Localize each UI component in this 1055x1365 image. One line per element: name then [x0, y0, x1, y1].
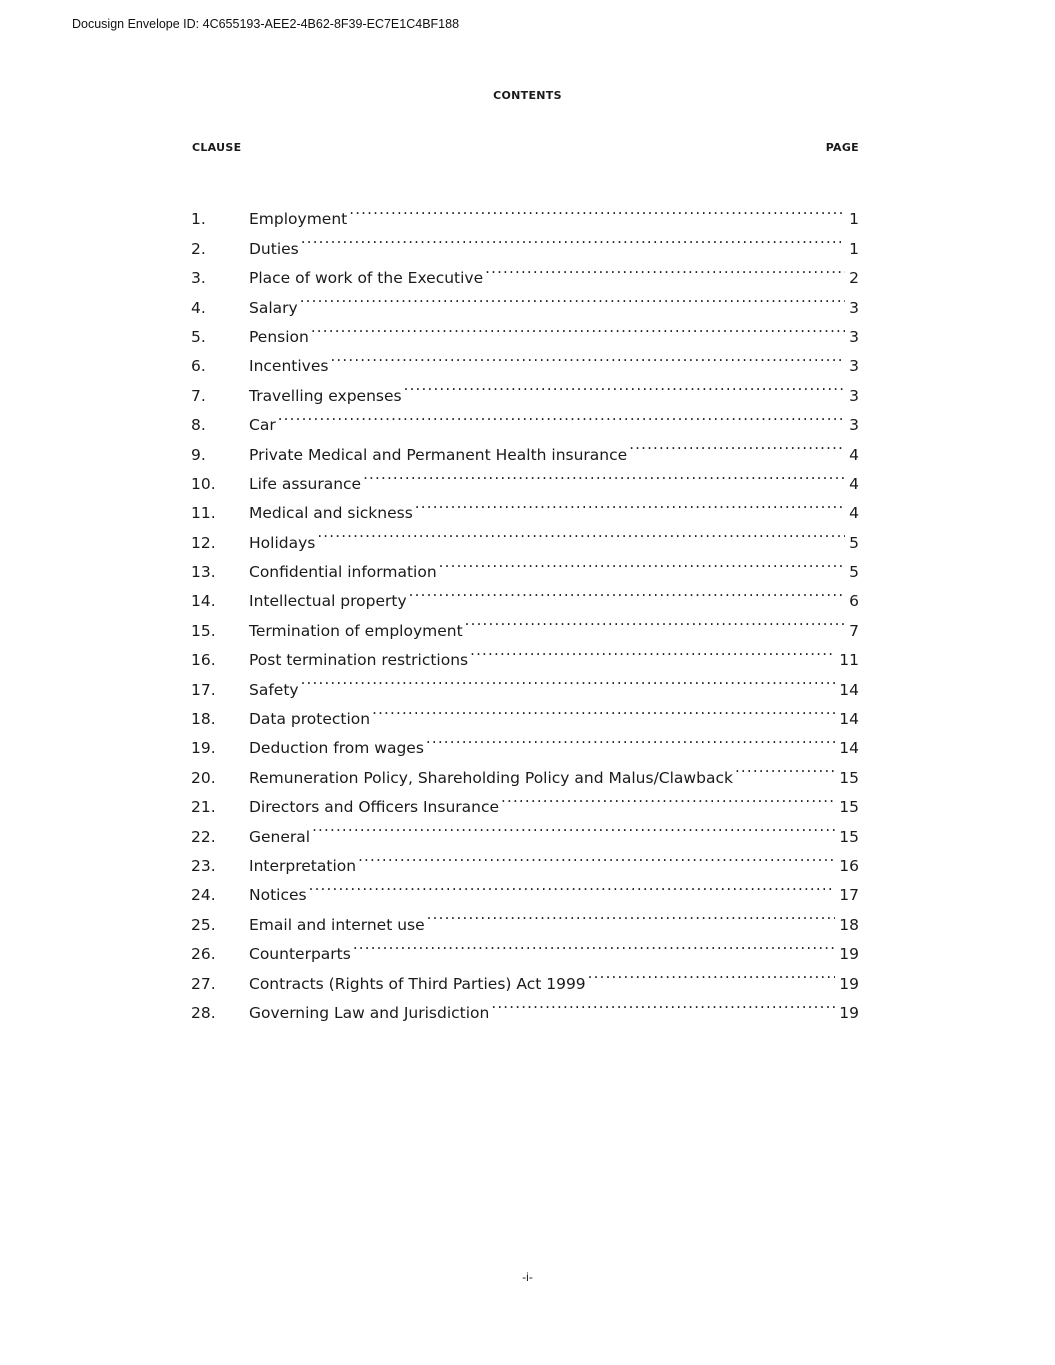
toc-entry-number: 21. [191, 798, 216, 817]
toc-entry-number: 18. [191, 710, 216, 729]
toc-entry-page: 3 [849, 298, 859, 317]
toc-dot-leader [501, 783, 835, 812]
toc-entry-number: 27. [191, 974, 216, 993]
toc-entry-page: 6 [849, 592, 859, 611]
toc-dot-leader [278, 401, 845, 430]
toc-dot-leader [439, 548, 845, 577]
toc-entry-page: 5 [849, 533, 859, 552]
toc-entry-number: 2. [191, 239, 206, 258]
toc-dot-leader [404, 371, 846, 400]
toc-entry-title: Post termination restrictions [249, 651, 469, 670]
toc-entry-title: Intellectual property [249, 592, 407, 611]
toc-entry-page: 19 [839, 1003, 859, 1022]
toc-entry-page: 4 [849, 504, 859, 523]
toc-dot-leader [735, 753, 835, 782]
toc-entry-number: 26. [191, 945, 216, 964]
toc-entry-page: 4 [849, 445, 859, 464]
toc-dot-leader [465, 606, 845, 635]
toc-entry-number: 23. [191, 856, 216, 875]
toc-entry-number: 7. [191, 386, 206, 405]
toc-dot-leader [301, 665, 836, 694]
toc-entry-title: Life assurance [249, 474, 362, 493]
toc-entry-number: 11. [191, 504, 216, 523]
toc-entry-number: 25. [191, 915, 216, 934]
toc-dot-leader [330, 342, 845, 371]
page-column-header: PAGE [825, 141, 859, 154]
toc-entry-page: 14 [839, 710, 859, 729]
toc-entry-title: Remuneration Policy, Shareholding Policy and Malus/Clawback [249, 768, 733, 787]
toc-entry-page: 7 [849, 621, 859, 640]
toc-entry-page: 14 [839, 680, 859, 699]
toc-entry-number: 9. [191, 445, 206, 464]
toc-entry-title: Termination of employment [249, 621, 463, 640]
toc-entry-number: 28. [191, 1003, 216, 1022]
toc-entry[interactable] [191, 401, 859, 435]
toc-entry-title: Travelling expenses [249, 386, 402, 405]
toc-entry-page: 3 [849, 357, 859, 376]
toc-dot-leader [415, 489, 845, 518]
toc-entry-title: Email and internet use [249, 915, 425, 934]
toc-entry-title: Employment [249, 210, 348, 229]
toc-entry-title: Data protection [249, 710, 371, 729]
toc-dot-leader [300, 283, 845, 312]
toc-entry-title: Contracts (Rights of Third Parties) Act 1999 [249, 974, 586, 993]
toc-entry-page: 19 [839, 945, 859, 964]
toc-entry-page: 11 [839, 651, 859, 670]
toc-entry-number: 24. [191, 886, 216, 905]
toc-dot-leader [470, 636, 835, 665]
toc-entry-title: Interpretation [249, 856, 357, 875]
toc-entry-number: 16. [191, 651, 216, 670]
toc-entry-page: 1 [849, 210, 859, 229]
toc-entry-page: 3 [849, 386, 859, 405]
toc-entry-page: 15 [839, 798, 859, 817]
toc-entry-title: Deduction from wages [249, 739, 424, 758]
toc-entry-title: Holidays [249, 533, 316, 552]
toc-dot-leader [409, 577, 845, 606]
toc-dot-leader [629, 430, 845, 459]
toc-dot-leader [427, 900, 836, 929]
toc-entry-number: 20. [191, 768, 216, 787]
toc-entry-page: 15 [839, 768, 859, 787]
toc-entry-number: 5. [191, 327, 206, 346]
toc-entry-title: Car [249, 416, 276, 435]
toc-entry-title: Confidential information [249, 563, 437, 582]
toc-entry-number: 19. [191, 739, 216, 758]
toc-entry-title: Pension [249, 327, 309, 346]
toc-entry-title: Private Medical and Permanent Health insurance [249, 445, 628, 464]
clause-column-header: CLAUSE [192, 141, 242, 154]
toc-dot-leader [426, 724, 835, 753]
toc-entry-title: Directors and Officers Insurance [249, 798, 500, 817]
toc-dot-leader [588, 959, 836, 988]
page-title: CONTENTS [493, 89, 562, 102]
toc-dot-leader [491, 989, 835, 1018]
toc-dot-leader [349, 195, 845, 224]
toc-dot-leader [312, 812, 835, 841]
toc-entry-title: Salary [249, 298, 298, 317]
envelope-id-header: Docusign Envelope ID: 4C655193-AEE2-4B62-8F39-EC7E1C4BF188 [72, 17, 460, 31]
toc-entry-number: 22. [191, 827, 216, 846]
toc-entry-title: Counterparts [249, 945, 351, 964]
toc-dot-leader [372, 695, 835, 724]
toc-entry-number: 10. [191, 474, 216, 493]
toc-entry-number: 12. [191, 533, 216, 552]
toc-entry-page: 4 [849, 474, 859, 493]
toc-entry-page: 15 [839, 827, 859, 846]
toc-entry-number: 15. [191, 621, 216, 640]
toc-entry-number: 14. [191, 592, 216, 611]
toc-entry-page: 17 [839, 886, 859, 905]
toc-entry-title: Governing Law and Jurisdiction [249, 1003, 490, 1022]
toc-entry-title: General [249, 827, 311, 846]
table-of-contents [191, 195, 859, 1022]
toc-dot-leader [309, 871, 836, 900]
toc-dot-leader [301, 224, 845, 253]
toc-entry-title: Place of work of the Executive [249, 269, 484, 288]
toc-entry[interactable] [191, 195, 859, 229]
page-number-footer: -i- [522, 1270, 533, 1284]
toc-dot-leader [358, 842, 835, 871]
toc-dot-leader [485, 254, 845, 283]
toc-entry-number: 8. [191, 416, 206, 435]
toc-entry-page: 16 [839, 856, 859, 875]
toc-entry-number: 1. [191, 210, 206, 229]
toc-entry-number: 17. [191, 680, 216, 699]
toc-entry-number: 13. [191, 563, 216, 582]
toc-entry-page: 18 [839, 915, 859, 934]
toc-entry-page: 3 [849, 327, 859, 346]
toc-entry-title: Notices [249, 886, 307, 905]
toc-entry-number: 6. [191, 357, 206, 376]
toc-entry-page: 19 [839, 974, 859, 993]
toc-dot-leader [317, 518, 845, 547]
toc-entry-page: 14 [839, 739, 859, 758]
toc-entry-page: 3 [849, 416, 859, 435]
toc-entry-number: 3. [191, 269, 206, 288]
toc-dot-leader [311, 313, 845, 342]
toc-entry-number: 4. [191, 298, 206, 317]
toc-entry[interactable] [191, 430, 859, 464]
toc-entry-title: Duties [249, 239, 299, 258]
toc-entry-page: 5 [849, 563, 859, 582]
toc-entry-title: Medical and sickness [249, 504, 413, 523]
toc-dot-leader [353, 930, 835, 959]
toc-entry-page: 1 [849, 239, 859, 258]
toc-entry-page: 2 [849, 269, 859, 288]
toc-entry-title: Safety [249, 680, 299, 699]
toc-dot-leader [363, 460, 845, 489]
toc-entry-title: Incentives [249, 357, 329, 376]
